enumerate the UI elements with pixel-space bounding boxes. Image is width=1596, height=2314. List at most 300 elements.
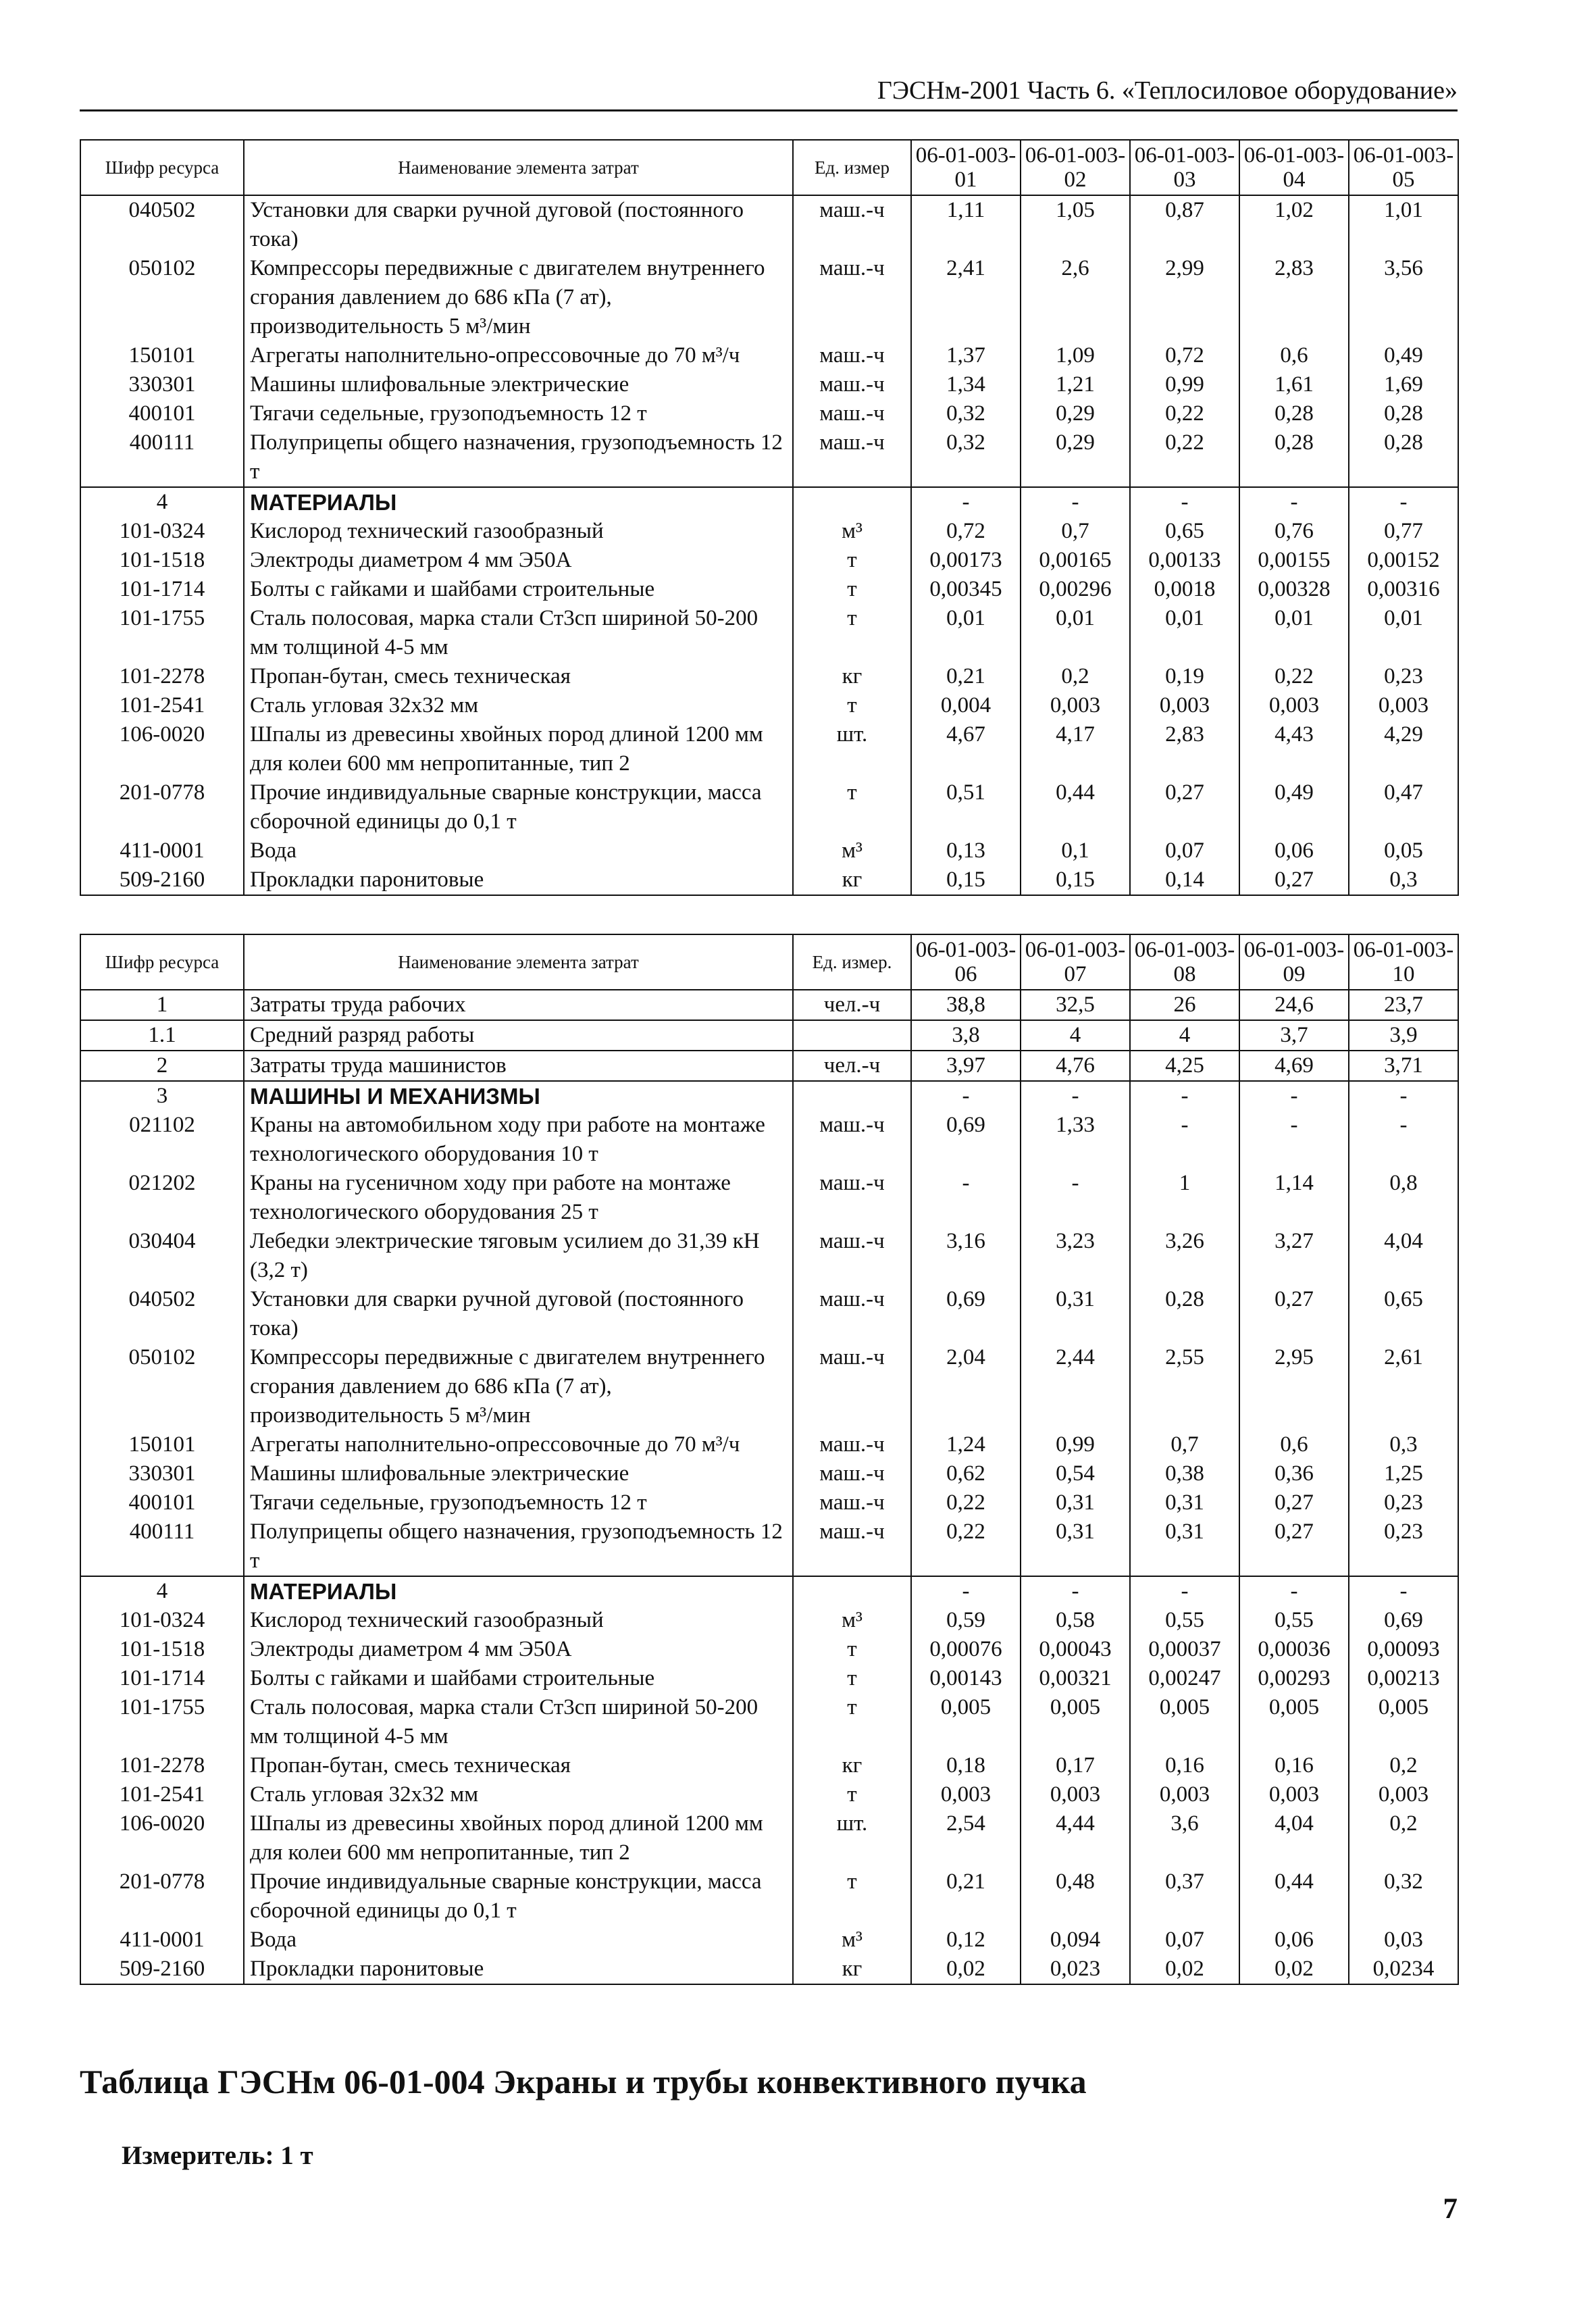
- row-name: МАТЕРИАЛЫ: [244, 487, 793, 517]
- row-value-2: 0,15: [1021, 865, 1130, 895]
- row-value-3: 0,22: [1130, 428, 1239, 487]
- row-name: Электроды диаметром 4 мм Э50А: [244, 546, 793, 575]
- row-value-3: 2,99: [1130, 254, 1239, 341]
- row-value-3: 0,00037: [1130, 1635, 1239, 1664]
- table-row: [80, 1081, 1458, 1111]
- row-name: Шпалы из древесины хвойных пород длиной 1200 мм для колеи 600 мм непропитанные, тип 2: [244, 1809, 793, 1867]
- row-value-4: 24,6: [1239, 990, 1349, 1020]
- row-value-4: 0,27: [1239, 865, 1349, 895]
- row-value-1: 0,005: [911, 1693, 1021, 1751]
- row-name: Машины шлифовальные электрические: [244, 1459, 793, 1488]
- row-value-4: 0,27: [1239, 1488, 1349, 1517]
- row-name: Прокладки паронитовые: [244, 1955, 793, 1984]
- row-code: 101-1518: [80, 1635, 244, 1664]
- table-row: [80, 1111, 1458, 1169]
- row-code: 101-2278: [80, 662, 244, 691]
- row-name: МАШИНЫ И МЕХАНИЗМЫ: [244, 1081, 793, 1111]
- row-value-3: 0,99: [1130, 370, 1239, 399]
- row-value-4: 0,06: [1239, 1926, 1349, 1955]
- table-row: [80, 865, 1458, 895]
- row-value-4: 0,22: [1239, 662, 1349, 691]
- row-value-2: 0,31: [1021, 1285, 1130, 1343]
- row-code: 150101: [80, 341, 244, 370]
- row-value-1: 38,8: [911, 990, 1021, 1020]
- row-value-1: 0,62: [911, 1459, 1021, 1488]
- row-value-2: 0,29: [1021, 428, 1130, 487]
- row-unit: маш.-ч: [793, 195, 911, 254]
- row-value-5: 0,8: [1349, 1169, 1458, 1227]
- row-value-4: -: [1239, 487, 1349, 517]
- row-value-4: 0,27: [1239, 1285, 1349, 1343]
- row-value-4: 0,28: [1239, 428, 1349, 487]
- row-unit: маш.-ч: [793, 428, 911, 487]
- row-unit: т: [793, 604, 911, 662]
- row-value-5: 3,9: [1349, 1020, 1458, 1051]
- row-value-2: 0,00296: [1021, 575, 1130, 604]
- measurement-unit: Измеритель: 1 т: [122, 2141, 313, 2170]
- table-row: [80, 195, 1458, 254]
- row-value-5: 0,47: [1349, 778, 1458, 836]
- table-row: [80, 604, 1458, 662]
- resource-table-003-01-05: [80, 139, 1459, 896]
- row-value-1: 1,34: [911, 370, 1021, 399]
- row-value-3: 0,65: [1130, 517, 1239, 546]
- row-value-4: -: [1239, 1576, 1349, 1606]
- row-value-3: 0,003: [1130, 1780, 1239, 1809]
- row-value-3: 0,005: [1130, 1693, 1239, 1751]
- row-name: Затраты труда рабочих: [244, 990, 793, 1020]
- row-value-2: -: [1021, 1576, 1130, 1606]
- header-code: Шифр ресурса: [80, 140, 244, 195]
- row-value-5: 0,00316: [1349, 575, 1458, 604]
- table-row: [80, 546, 1458, 575]
- row-value-1: 0,51: [911, 778, 1021, 836]
- row-value-2: -: [1021, 487, 1130, 517]
- row-value-1: 0,00143: [911, 1664, 1021, 1693]
- table-row: [80, 662, 1458, 691]
- row-value-5: 0,003: [1349, 1780, 1458, 1809]
- row-value-5: 4,29: [1349, 720, 1458, 778]
- row-value-4: 4,69: [1239, 1051, 1349, 1081]
- table-row: [80, 1459, 1458, 1488]
- row-value-2: -: [1021, 1081, 1130, 1111]
- row-value-2: 4: [1021, 1020, 1130, 1051]
- row-name: Машины шлифовальные электрические: [244, 370, 793, 399]
- row-value-2: 2,44: [1021, 1343, 1130, 1430]
- row-value-5: 0,00213: [1349, 1664, 1458, 1693]
- row-value-4: -: [1239, 1081, 1349, 1111]
- row-value-2: 0,2: [1021, 662, 1130, 691]
- row-value-5: 0,2: [1349, 1751, 1458, 1780]
- row-code: 101-2541: [80, 691, 244, 720]
- table-row: [80, 720, 1458, 778]
- row-value-2: 0,003: [1021, 691, 1130, 720]
- row-value-1: 0,69: [911, 1285, 1021, 1343]
- row-value-5: 0,00093: [1349, 1635, 1458, 1664]
- row-unit: м³: [793, 1606, 911, 1635]
- row-value-1: 0,15: [911, 865, 1021, 895]
- row-value-5: -: [1349, 1111, 1458, 1169]
- row-name: Вода: [244, 1926, 793, 1955]
- row-unit: т: [793, 1780, 911, 1809]
- table-row: [80, 1169, 1458, 1227]
- header-col-5: 06-01-003-10: [1349, 934, 1458, 990]
- row-unit: [793, 1081, 911, 1111]
- row-value-1: 0,22: [911, 1488, 1021, 1517]
- row-value-4: 0,27: [1239, 1517, 1349, 1576]
- row-value-4: 0,00155: [1239, 546, 1349, 575]
- row-value-5: 0,3: [1349, 1430, 1458, 1459]
- row-value-4: 0,003: [1239, 1780, 1349, 1809]
- row-value-1: 1,24: [911, 1430, 1021, 1459]
- row-code: 050102: [80, 1343, 244, 1430]
- header-name: Наименование элемента затрат: [244, 140, 793, 195]
- row-code: 101-0324: [80, 517, 244, 546]
- row-value-1: -: [911, 1169, 1021, 1227]
- row-value-1: 4,67: [911, 720, 1021, 778]
- row-value-1: 3,8: [911, 1020, 1021, 1051]
- table-row: [80, 370, 1458, 399]
- row-value-5: 2,61: [1349, 1343, 1458, 1430]
- row-value-2: 0,48: [1021, 1867, 1130, 1926]
- row-name: Сталь угловая 32х32 мм: [244, 1780, 793, 1809]
- table-body: [80, 195, 1458, 895]
- row-value-3: 2,83: [1130, 720, 1239, 778]
- row-value-5: 0,003: [1349, 691, 1458, 720]
- table-row: [80, 399, 1458, 428]
- row-unit: чел.-ч: [793, 990, 911, 1020]
- table-row: [80, 1606, 1458, 1635]
- row-code: 101-1518: [80, 546, 244, 575]
- row-code: 3: [80, 1081, 244, 1111]
- row-value-2: 32,5: [1021, 990, 1130, 1020]
- row-value-2: 0,005: [1021, 1693, 1130, 1751]
- row-value-1: 0,72: [911, 517, 1021, 546]
- row-value-2: 1,09: [1021, 341, 1130, 370]
- row-name: Сталь полосовая, марка стали Ст3сп шириной 50-200 мм толщиной 4-5 мм: [244, 604, 793, 662]
- row-name: Полуприцепы общего назначения, грузоподъемность 12 т: [244, 1517, 793, 1576]
- row-value-5: -: [1349, 1081, 1458, 1111]
- row-value-1: 0,00173: [911, 546, 1021, 575]
- row-value-4: 0,6: [1239, 1430, 1349, 1459]
- table-row: [80, 778, 1458, 836]
- row-value-4: 0,76: [1239, 517, 1349, 546]
- row-value-1: -: [911, 487, 1021, 517]
- row-value-4: 1,61: [1239, 370, 1349, 399]
- next-table-title: Таблица ГЭСНм 06-01-004 Экраны и трубы конвективного пучка: [80, 2063, 1087, 2101]
- row-code: 101-0324: [80, 1606, 244, 1635]
- row-value-3: 0,31: [1130, 1488, 1239, 1517]
- table-header-row: [80, 934, 1458, 990]
- row-name: Агрегаты наполнительно-опрессовочные до 70 м³/ч: [244, 1430, 793, 1459]
- row-value-1: -: [911, 1576, 1021, 1606]
- row-value-2: 4,17: [1021, 720, 1130, 778]
- row-code: 101-1714: [80, 1664, 244, 1693]
- row-name: Сталь полосовая, марка стали Ст3сп шириной 50-200 мм толщиной 4-5 мм: [244, 1693, 793, 1751]
- row-value-2: 0,023: [1021, 1955, 1130, 1984]
- table-row: [80, 341, 1458, 370]
- row-code: 040502: [80, 1285, 244, 1343]
- row-value-1: 2,41: [911, 254, 1021, 341]
- row-value-1: 0,00345: [911, 575, 1021, 604]
- row-value-1: 0,02: [911, 1955, 1021, 1984]
- table-row: [80, 1343, 1458, 1430]
- row-value-3: 0,00133: [1130, 546, 1239, 575]
- row-value-1: 0,59: [911, 1606, 1021, 1635]
- row-value-3: 0,22: [1130, 399, 1239, 428]
- row-value-5: 0,23: [1349, 662, 1458, 691]
- row-unit: [793, 1576, 911, 1606]
- row-value-2: 0,31: [1021, 1517, 1130, 1576]
- row-value-3: 0,0018: [1130, 575, 1239, 604]
- row-value-2: 0,7: [1021, 517, 1130, 546]
- row-unit: маш.-ч: [793, 254, 911, 341]
- row-unit: т: [793, 575, 911, 604]
- header-rule: [80, 109, 1458, 111]
- row-code: 1: [80, 990, 244, 1020]
- row-unit: м³: [793, 1926, 911, 1955]
- table-row: [80, 990, 1458, 1020]
- row-value-1: 0,32: [911, 399, 1021, 428]
- table-row: [80, 1809, 1458, 1867]
- row-value-5: 0,69: [1349, 1606, 1458, 1635]
- row-value-4: 3,7: [1239, 1020, 1349, 1051]
- row-code: 400111: [80, 1517, 244, 1576]
- row-value-3: 4: [1130, 1020, 1239, 1051]
- row-unit: маш.-ч: [793, 1488, 911, 1517]
- row-name: Краны на автомобильном ходу при работе на монтаже технологического оборудования 10 т: [244, 1111, 793, 1169]
- row-code: 400101: [80, 399, 244, 428]
- row-value-3: 2,55: [1130, 1343, 1239, 1430]
- row-code: 106-0020: [80, 1809, 244, 1867]
- row-value-5: 0,28: [1349, 428, 1458, 487]
- row-value-5: 0,01: [1349, 604, 1458, 662]
- row-value-4: 0,005: [1239, 1693, 1349, 1751]
- row-value-1: 1,37: [911, 341, 1021, 370]
- row-unit: чел.-ч: [793, 1051, 911, 1081]
- table-row: [80, 1955, 1458, 1984]
- row-value-1: 0,22: [911, 1517, 1021, 1576]
- row-value-3: 0,02: [1130, 1955, 1239, 1984]
- row-value-3: 0,07: [1130, 1926, 1239, 1955]
- table-row: [80, 691, 1458, 720]
- row-value-1: 0,01: [911, 604, 1021, 662]
- row-value-2: 0,003: [1021, 1780, 1130, 1809]
- row-unit: маш.-ч: [793, 1459, 911, 1488]
- row-name: МАТЕРИАЛЫ: [244, 1576, 793, 1606]
- row-value-4: 2,95: [1239, 1343, 1349, 1430]
- row-value-5: 1,25: [1349, 1459, 1458, 1488]
- row-name: Лебедки электрические тяговым усилием до 31,39 кН (3,2 т): [244, 1227, 793, 1285]
- header-col-4: 06-01-003-09: [1239, 934, 1349, 990]
- row-value-3: 3,6: [1130, 1809, 1239, 1867]
- row-unit: маш.-ч: [793, 399, 911, 428]
- row-code: 101-2278: [80, 1751, 244, 1780]
- row-code: 330301: [80, 370, 244, 399]
- row-name: Электроды диаметром 4 мм Э50А: [244, 1635, 793, 1664]
- row-value-3: 0,28: [1130, 1285, 1239, 1343]
- row-value-2: 1,05: [1021, 195, 1130, 254]
- table-row: [80, 1227, 1458, 1285]
- header-col-1: 06-01-003-06: [911, 934, 1021, 990]
- table-row: [80, 1430, 1458, 1459]
- row-value-3: 0,7: [1130, 1430, 1239, 1459]
- row-value-3: 0,27: [1130, 778, 1239, 836]
- row-unit: маш.-ч: [793, 1111, 911, 1169]
- row-name: Компрессоры передвижные с двигателем внутреннего сгорания давлением до 686 кПа (7 ат), производительность 5 м³/мин: [244, 254, 793, 341]
- row-value-4: 0,01: [1239, 604, 1349, 662]
- row-value-5: 0,05: [1349, 836, 1458, 865]
- row-name: Вода: [244, 836, 793, 865]
- row-unit: кг: [793, 1955, 911, 1984]
- row-name: Агрегаты наполнительно-опрессовочные до 70 м³/ч: [244, 341, 793, 370]
- row-code: 101-1755: [80, 1693, 244, 1751]
- header-col-2: 06-01-003-07: [1021, 934, 1130, 990]
- row-value-4: 0,02: [1239, 1955, 1349, 1984]
- table-row: [80, 1693, 1458, 1751]
- row-name: Установки для сварки ручной дуговой (постоянного тока): [244, 195, 793, 254]
- header-col-2: 06-01-003-02: [1021, 140, 1130, 195]
- row-name: Пропан-бутан, смесь техническая: [244, 662, 793, 691]
- row-value-4: 0,55: [1239, 1606, 1349, 1635]
- table-row: [80, 836, 1458, 865]
- row-code: 101-1714: [80, 575, 244, 604]
- header-name: Наименование элемента затрат: [244, 934, 793, 990]
- row-value-3: 0,55: [1130, 1606, 1239, 1635]
- row-unit: т: [793, 1693, 911, 1751]
- row-value-3: 26: [1130, 990, 1239, 1020]
- row-value-4: 1,14: [1239, 1169, 1349, 1227]
- row-unit: м³: [793, 517, 911, 546]
- row-value-1: 0,21: [911, 662, 1021, 691]
- row-value-4: 0,003: [1239, 691, 1349, 720]
- header-code: Шифр ресурса: [80, 934, 244, 990]
- row-value-3: 0,16: [1130, 1751, 1239, 1780]
- row-name: Кислород технический газообразный: [244, 1606, 793, 1635]
- row-name: Прочие индивидуальные сварные конструкции, масса сборочной единицы до 0,1 т: [244, 778, 793, 836]
- page-number: 7: [1443, 2193, 1458, 2225]
- table-body: [80, 990, 1458, 1984]
- resource-table-003-06-10: [80, 934, 1459, 1985]
- row-value-3: -: [1130, 487, 1239, 517]
- row-unit: кг: [793, 662, 911, 691]
- row-value-1: 0,13: [911, 836, 1021, 865]
- row-value-2: 1,33: [1021, 1111, 1130, 1169]
- row-value-5: 4,04: [1349, 1227, 1458, 1285]
- row-name: Компрессоры передвижные с двигателем внутреннего сгорания давлением до 686 кПа (7 ат), производительность 5 м³/мин: [244, 1343, 793, 1430]
- row-code: 4: [80, 1576, 244, 1606]
- table-row: [80, 428, 1458, 487]
- row-unit: т: [793, 546, 911, 575]
- row-name: Болты с гайками и шайбами строительные: [244, 1664, 793, 1693]
- row-unit: маш.-ч: [793, 1227, 911, 1285]
- row-value-3: 0,14: [1130, 865, 1239, 895]
- table-row: [80, 1517, 1458, 1576]
- row-unit: [793, 1020, 911, 1051]
- table-row: [80, 575, 1458, 604]
- row-unit: маш.-ч: [793, 1285, 911, 1343]
- table-row: [80, 1020, 1458, 1051]
- row-name: Тягачи седельные, грузоподъемность 12 т: [244, 1488, 793, 1517]
- row-name: Кислород технический газообразный: [244, 517, 793, 546]
- row-value-1: 0,00076: [911, 1635, 1021, 1664]
- row-value-5: 1,69: [1349, 370, 1458, 399]
- row-value-4: 4,43: [1239, 720, 1349, 778]
- row-value-3: 0,37: [1130, 1867, 1239, 1926]
- row-name: Пропан-бутан, смесь техническая: [244, 1751, 793, 1780]
- row-value-1: 0,003: [911, 1780, 1021, 1809]
- row-name: Сталь угловая 32х32 мм: [244, 691, 793, 720]
- row-name: Полуприцепы общего назначения, грузоподъемность 12 т: [244, 428, 793, 487]
- table-row: [80, 1051, 1458, 1081]
- row-unit: маш.-ч: [793, 370, 911, 399]
- row-value-2: 0,44: [1021, 778, 1130, 836]
- row-value-3: 3,26: [1130, 1227, 1239, 1285]
- row-value-2: 4,44: [1021, 1809, 1130, 1867]
- row-value-2: 0,54: [1021, 1459, 1130, 1488]
- row-unit: маш.-ч: [793, 1430, 911, 1459]
- row-unit: м³: [793, 836, 911, 865]
- row-value-2: 0,1: [1021, 836, 1130, 865]
- table-header-row: [80, 140, 1458, 195]
- row-value-1: 3,97: [911, 1051, 1021, 1081]
- row-unit: [793, 487, 911, 517]
- table-row: [80, 487, 1458, 517]
- row-value-4: 0,06: [1239, 836, 1349, 865]
- row-value-4: 2,83: [1239, 254, 1349, 341]
- header-unit: Ед. измер: [793, 140, 911, 195]
- row-value-2: 3,23: [1021, 1227, 1130, 1285]
- row-value-3: 0,38: [1130, 1459, 1239, 1488]
- row-code: 4: [80, 487, 244, 517]
- row-value-2: -: [1021, 1169, 1130, 1227]
- row-value-1: 0,004: [911, 691, 1021, 720]
- row-value-1: 2,54: [911, 1809, 1021, 1867]
- row-value-1: 0,18: [911, 1751, 1021, 1780]
- row-value-1: 0,32: [911, 428, 1021, 487]
- row-value-1: 0,12: [911, 1926, 1021, 1955]
- row-value-3: 0,07: [1130, 836, 1239, 865]
- row-unit: шт.: [793, 1809, 911, 1867]
- row-value-5: 0,49: [1349, 341, 1458, 370]
- row-value-5: 0,03: [1349, 1926, 1458, 1955]
- row-value-4: 3,27: [1239, 1227, 1349, 1285]
- row-value-5: 0,005: [1349, 1693, 1458, 1751]
- row-code: 400101: [80, 1488, 244, 1517]
- table-row: [80, 1576, 1458, 1606]
- row-value-3: 1: [1130, 1169, 1239, 1227]
- row-unit: т: [793, 1635, 911, 1664]
- row-value-4: 0,16: [1239, 1751, 1349, 1780]
- row-value-5: 0,77: [1349, 517, 1458, 546]
- row-value-1: 0,21: [911, 1867, 1021, 1926]
- row-code: 106-0020: [80, 720, 244, 778]
- row-value-1: -: [911, 1081, 1021, 1111]
- row-value-5: 0,23: [1349, 1517, 1458, 1576]
- row-value-5: 1,01: [1349, 195, 1458, 254]
- row-value-2: 0,58: [1021, 1606, 1130, 1635]
- row-value-5: 0,23: [1349, 1488, 1458, 1517]
- row-value-1: 3,16: [911, 1227, 1021, 1285]
- row-value-3: 0,31: [1130, 1517, 1239, 1576]
- row-value-5: 23,7: [1349, 990, 1458, 1020]
- row-name: Средний разряд работы: [244, 1020, 793, 1051]
- row-code: 509-2160: [80, 865, 244, 895]
- row-value-5: 0,28: [1349, 399, 1458, 428]
- row-name: Шпалы из древесины хвойных пород длиной 1200 мм для колеи 600 мм непропитанные, тип 2: [244, 720, 793, 778]
- row-code: 509-2160: [80, 1955, 244, 1984]
- row-name: Затраты труда машинистов: [244, 1051, 793, 1081]
